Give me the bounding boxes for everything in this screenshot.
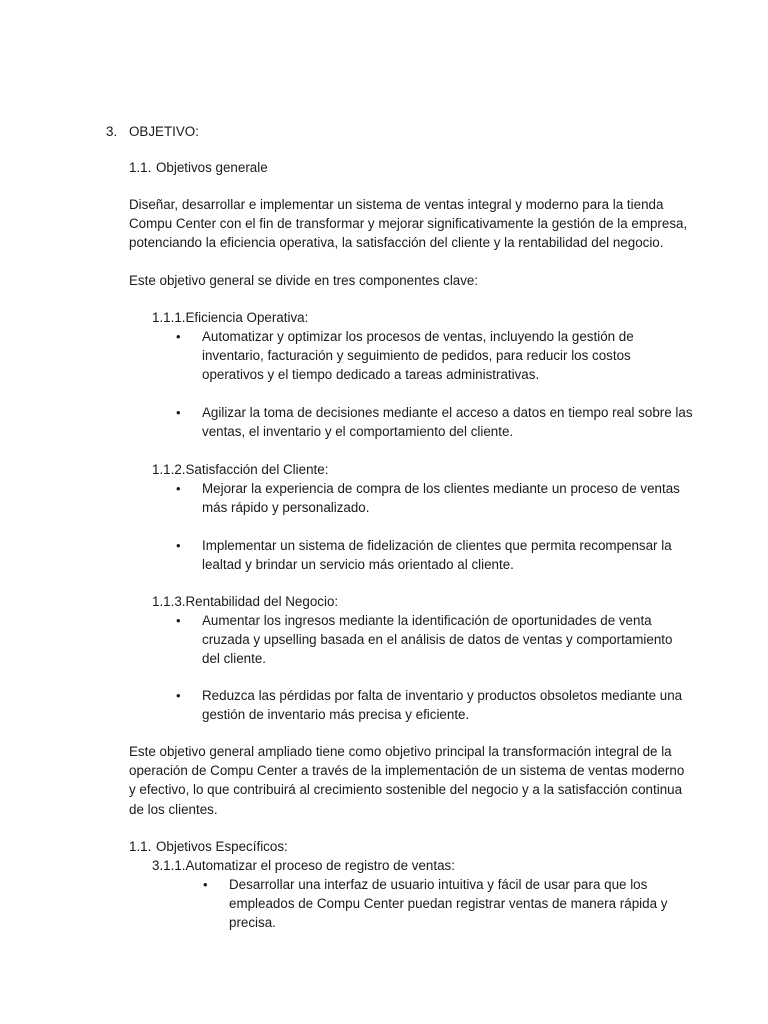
paragraph-line: operación de Compu Center a través de la implementación de un sistema de ventas moderno xyxy=(129,763,685,779)
section-title: OBJETIVO: xyxy=(129,124,199,139)
list-item-line: Agilizar la toma de decisiones mediante el acceso a datos en tiempo real sobre las xyxy=(202,405,693,420)
component-heading-eficiencia: 1.1.1.Eficiencia Operativa: xyxy=(152,310,309,325)
list-item-line: lealtad y brindar un servicio más orientado al cliente. xyxy=(202,557,514,573)
list-item-line: más rápido y personalizado. xyxy=(202,500,370,516)
list-item-line: Desarrollar una interfaz de usuario intuitiva y fácil de usar para que los xyxy=(229,877,648,892)
list-item-line: Reduzca las pérdidas por falta de inventario y productos obsoletos mediante una xyxy=(202,688,683,703)
paragraph-line: Diseñar, desarrollar e implementar un sistema de ventas integral y moderno para la tienda xyxy=(129,197,664,212)
list-item-line: Mejorar la experiencia de compra de los clientes mediante un proceso de ventas xyxy=(202,481,680,496)
list-item-line: Implementar un sistema de fidelización de clientes que permita recompensar la xyxy=(202,538,672,553)
general-heading-title: Objetivos generale xyxy=(156,160,268,175)
bullet-icon: • xyxy=(176,405,181,420)
component-heading-satisfaccion: 1.1.2.Satisfacción del Cliente: xyxy=(152,462,329,477)
list-item-line: empleados de Compu Center puedan registrar ventas de manera rápida y xyxy=(229,896,668,912)
list-item-line: ventas, el inventario y el comportamiento del cliente. xyxy=(202,424,514,440)
specific-sub-heading: 3.1.1.Automatizar el proceso de registro de ventas: xyxy=(152,858,455,873)
paragraph-line: de los clientes. xyxy=(129,801,218,817)
list-item-line: Aumentar los ingresos mediante la identificación de oportunidades de venta xyxy=(202,613,652,628)
general-intro-paragraph xyxy=(129,195,688,253)
list-item-line: operativos y el tiempo dedicado a tareas administrativas. xyxy=(202,367,540,383)
specific-heading-title: Objetivos Específicos: xyxy=(156,839,288,854)
bullet-icon: • xyxy=(176,329,181,344)
section-number: 3. xyxy=(106,124,118,139)
general-summary-paragraph xyxy=(129,742,685,819)
bullet-icon: • xyxy=(176,481,181,496)
list-item-line: Automatizar y optimizar los procesos de ventas, incluyendo la gestión de xyxy=(202,329,634,344)
paragraph-line: y efectivo, lo que contribuirá al crecimiento sostenible del negocio y a la satisfacción continua xyxy=(129,782,683,798)
components-intro: Este objetivo general se divide en tres componentes clave: xyxy=(129,273,479,288)
list-item-line: inventario, facturación y seguimiento de pedidos, para reducir los costos xyxy=(202,348,631,364)
bullet-icon: • xyxy=(203,877,208,892)
component-heading-rentabilidad: 1.1.3.Rentabilidad del Negocio: xyxy=(152,594,339,609)
bullet-icon: • xyxy=(176,688,181,703)
general-heading-number: 1.1. xyxy=(129,160,152,175)
bullet-icon: • xyxy=(176,613,181,628)
paragraph-line: Compu Center con el fin de transformar y mejorar significativamente la gestión de la empresa, xyxy=(129,216,688,232)
list-item-line: cruzada y upselling basada en el análisis de datos de ventas y comportamiento xyxy=(202,632,673,648)
specific-heading-number: 1.1. xyxy=(129,839,152,854)
bullet-icon: • xyxy=(176,538,181,553)
list-item-line: del cliente. xyxy=(202,651,267,667)
paragraph-line: Este objetivo general ampliado tiene como objetivo principal la transformación integral de la xyxy=(129,744,672,759)
paragraph-line: potenciando la eficiencia operativa, la satisfacción del cliente y la rentabilidad del negocio. xyxy=(129,235,664,251)
list-item-line: precisa. xyxy=(229,915,276,931)
list-item-line: gestión de inventario más precisa y eficiente. xyxy=(202,707,470,723)
